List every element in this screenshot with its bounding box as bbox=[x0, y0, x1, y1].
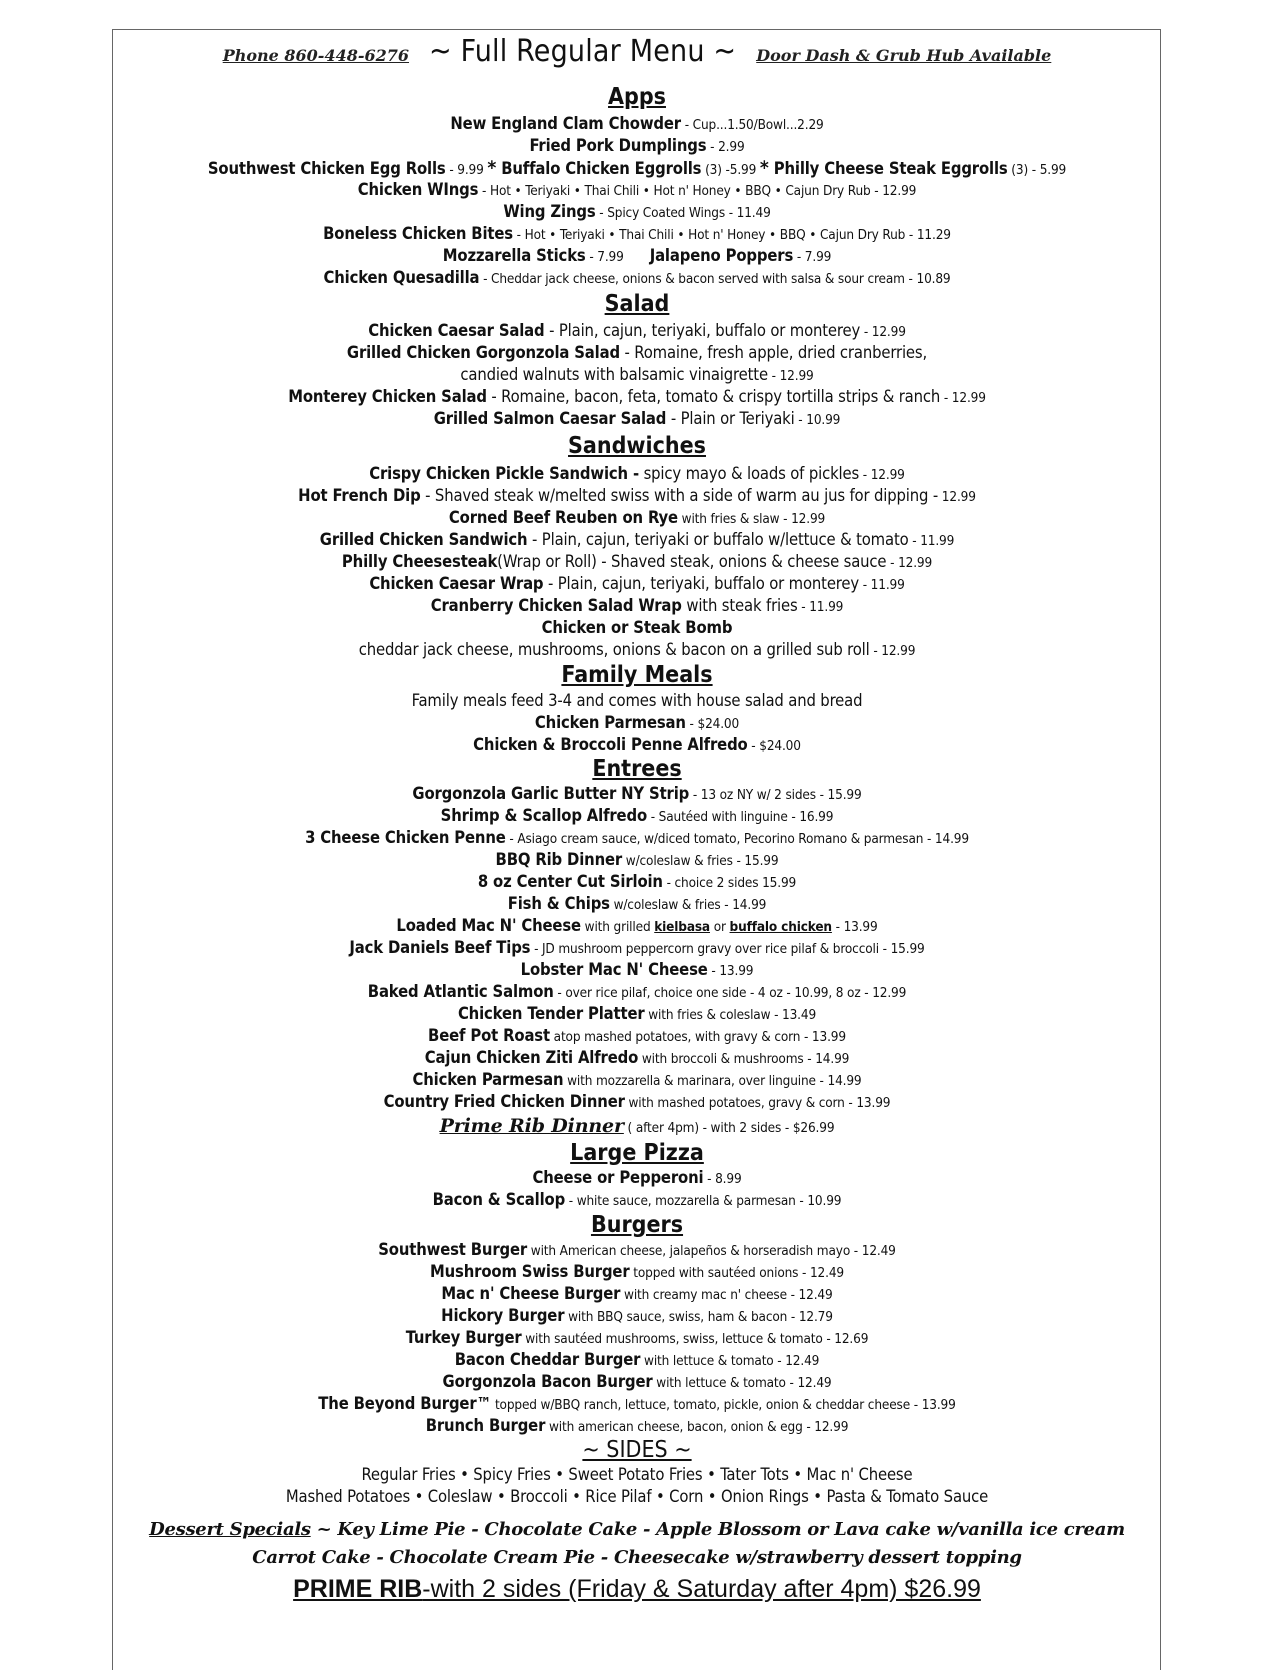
menu-item bbox=[112, 959, 1162, 981]
item-desc: - Romaine, bacon, feta, tomato & crispy tortilla strips & ranch bbox=[486, 387, 941, 406]
item-name: Philly Cheese Steak Eggrolls bbox=[768, 159, 1008, 178]
item-name: Brunch Burger bbox=[425, 1416, 546, 1435]
item-price: 12.99 bbox=[938, 489, 976, 505]
item-name: Cranberry Chicken Salad Wrap bbox=[430, 596, 682, 615]
menu-item-prime-rib bbox=[112, 1113, 1162, 1139]
item-name: Boneless Chicken Bites bbox=[323, 224, 513, 243]
intro-text: Family meals feed 3-4 and comes with house salad and bread bbox=[411, 691, 863, 710]
item-desc: - Cup...1.50/Bowl...2.29 bbox=[680, 117, 824, 133]
item-name: Jalapeno Poppers bbox=[649, 246, 794, 265]
item-price: - 12.99 bbox=[869, 643, 916, 659]
item-desc: - 9.99 bbox=[445, 162, 488, 178]
item-name: Mac n' Cheese Burger bbox=[441, 1284, 621, 1303]
item-desc: - Plain, cajun, teriyaki, buffalo or monterey bbox=[543, 574, 860, 593]
family-intro bbox=[112, 690, 1162, 712]
option-buffalo-chicken: buffalo chicken bbox=[729, 919, 832, 935]
item-name: Monterey Chicken Salad bbox=[288, 387, 487, 406]
item-desc: - 8.99 bbox=[703, 1171, 742, 1187]
item-desc: - 13.99 bbox=[707, 963, 754, 979]
item-name: The Beyond Burger™ bbox=[318, 1394, 492, 1413]
menu-item bbox=[112, 595, 1162, 617]
item-price: - 11.99 bbox=[908, 533, 955, 549]
item-desc: - $24.00 bbox=[747, 738, 801, 754]
item-desc: with grilled bbox=[580, 919, 655, 935]
item-name: Lobster Mac N' Cheese bbox=[520, 960, 708, 979]
item-price: - 12.99 bbox=[860, 324, 906, 340]
dessert-line: ~ Key Lime Pie - Chocolate Cake - Apple Blossom or Lava cake w/vanilla ice cream bbox=[310, 1519, 1125, 1540]
item-desc: with american cheese, bacon, onion & egg - 12.99 bbox=[545, 1419, 849, 1435]
item-desc: (Wrap or Roll) - Shaved steak, onions & cheese sauce bbox=[497, 552, 887, 571]
item-name: Chicken Quesadilla bbox=[323, 268, 480, 287]
section-pizza-heading: Large Pizza bbox=[570, 1140, 704, 1166]
item-desc: - Shaved steak w/melted swiss with a side of warm au jus for dipping - bbox=[420, 486, 939, 505]
item-desc: with BBQ sauce, swiss, ham & bacon - 12.79 bbox=[564, 1309, 833, 1325]
item-desc: - over rice pilaf, choice one side - 4 oz - 10.99, 8 oz - 12.99 bbox=[553, 985, 907, 1001]
item-name: Buffalo Chicken Eggrolls bbox=[496, 159, 702, 178]
item-desc: - Cheddar jack cheese, onions & bacon served with salsa & sour cream - 10.89 bbox=[479, 271, 951, 287]
menu-item-loaded-mac bbox=[112, 915, 1162, 937]
menu-item bbox=[112, 201, 1162, 223]
item-desc: topped w/BBQ ranch, lettuce, tomato, pickle, onion & cheddar cheese - 13.99 bbox=[491, 1397, 956, 1413]
item-name: 3 Cheese Chicken Penne bbox=[305, 828, 506, 847]
menu-item bbox=[112, 408, 1162, 430]
menu-item bbox=[112, 871, 1162, 893]
menu-item bbox=[112, 463, 1162, 485]
item-name: Baked Atlantic Salmon bbox=[367, 982, 554, 1001]
phone-number: Phone 860-448-6276 bbox=[222, 46, 410, 65]
item-price: with fries & slaw - 12.99 bbox=[677, 511, 826, 527]
item-desc: - 7.99 bbox=[793, 249, 832, 265]
menu-item bbox=[112, 1189, 1162, 1211]
item-name: BBQ Rib Dinner bbox=[495, 850, 623, 869]
item-desc: ( after 4pm) - with 2 sides - $26.99 bbox=[623, 1120, 835, 1136]
item-desc: (3) - 5.99 bbox=[1007, 162, 1067, 178]
item-name: Gorgonzola Bacon Burger bbox=[442, 1372, 653, 1391]
item-desc: with broccoli & mushrooms - 14.99 bbox=[638, 1051, 850, 1067]
item-name: Corned Beef Reuben on Rye bbox=[448, 508, 678, 527]
item-price: - 11.99 bbox=[797, 599, 844, 615]
item-desc: - Hot • Teriyaki • Thai Chili • Hot n' Honey • BBQ • Cajun Dry Rub - 12.99 bbox=[478, 183, 917, 199]
menu-item bbox=[112, 617, 1162, 639]
item-name: Fried Pork Dumplings bbox=[529, 136, 707, 155]
item-name: Grilled Chicken Gorgonzola Salad bbox=[346, 343, 620, 362]
dessert-label: Dessert Specials bbox=[149, 1519, 311, 1540]
menu-item bbox=[112, 485, 1162, 507]
item-name: Hickory Burger bbox=[441, 1306, 565, 1325]
menu-item bbox=[112, 386, 1162, 408]
menu-item bbox=[112, 1415, 1162, 1437]
item-name: Chicken Caesar Salad bbox=[368, 321, 545, 340]
item-name: Grilled Salmon Caesar Salad bbox=[433, 409, 667, 428]
item-name: Hot French Dip bbox=[298, 486, 421, 505]
item-desc: with mozzarella & marinara, over linguine - 14.99 bbox=[563, 1073, 862, 1089]
item-desc: - 2.99 bbox=[706, 139, 745, 155]
item-desc: with American cheese, jalapeños & horseradish mayo - 12.49 bbox=[527, 1243, 896, 1259]
item-desc: atop mashed potatoes, with gravy & corn - 13.99 bbox=[549, 1029, 846, 1045]
item-desc: topped with sautéed onions - 12.49 bbox=[629, 1265, 844, 1281]
item-name: Wing Zings bbox=[503, 202, 596, 221]
sides-list bbox=[112, 1464, 1162, 1508]
menu-item bbox=[112, 1091, 1162, 1113]
item-desc: - Spicy Coated Wings - 11.49 bbox=[595, 205, 771, 221]
sides-line: Regular Fries • Spicy Fries • Sweet Potato Fries • Tater Tots • Mac n' Cheese bbox=[361, 1465, 913, 1484]
option-kielbasa: kielbasa bbox=[654, 919, 710, 935]
menu-item-continued bbox=[112, 364, 1162, 386]
section-apps-heading: Apps bbox=[608, 84, 666, 110]
item-desc: with sautéed mushrooms, swiss, lettuce & tomato - 12.69 bbox=[521, 1331, 869, 1347]
item-name: Chicken Parmesan bbox=[412, 1070, 564, 1089]
item-desc: - 7.99 bbox=[585, 249, 624, 265]
item-price: - 11.99 bbox=[859, 577, 905, 593]
menu-item bbox=[112, 113, 1162, 135]
menu-item bbox=[112, 1393, 1162, 1415]
delivery-note: Door Dash & Grub Hub Available bbox=[756, 46, 1052, 65]
menu-item bbox=[112, 1047, 1162, 1069]
item-desc: - choice 2 sides 15.99 bbox=[662, 875, 797, 891]
item-desc: spicy mayo & loads of pickles bbox=[639, 464, 860, 483]
menu-item bbox=[112, 849, 1162, 871]
item-desc: - 13.99 bbox=[831, 919, 878, 935]
item-name: Chicken or Steak Bomb bbox=[541, 618, 733, 637]
item-name: Shrimp & Scallop Alfredo bbox=[440, 806, 648, 825]
item-desc: - Plain or Teriyaki bbox=[666, 409, 795, 428]
item-desc: - Asiago cream sauce, w/diced tomato, Pecorino Romano & parmesan - 14.99 bbox=[505, 831, 969, 847]
item-desc: - Plain, cajun, teriyaki, buffalo or monterey bbox=[544, 321, 861, 340]
menu-item bbox=[112, 805, 1162, 827]
item-name: Chicken Caesar Wrap bbox=[369, 574, 544, 593]
menu-item bbox=[112, 937, 1162, 959]
menu-item bbox=[112, 734, 1162, 756]
menu-item bbox=[112, 1167, 1162, 1189]
item-desc: - JD mushroom peppercorn gravy over rice pilaf & broccoli - 15.99 bbox=[530, 941, 925, 957]
section-entrees-heading: Entrees bbox=[592, 756, 682, 782]
menu-title: ~ Full Regular Menu ~ bbox=[429, 34, 737, 69]
item-desc: - Sautéed with linguine - 16.99 bbox=[647, 809, 834, 825]
menu-item bbox=[112, 267, 1162, 289]
item-name: Cajun Chicken Ziti Alfredo bbox=[424, 1048, 639, 1067]
menu-item bbox=[112, 551, 1162, 573]
item-name: Prime Rib Dinner bbox=[439, 1115, 624, 1137]
item-name: Turkey Burger bbox=[405, 1328, 522, 1347]
menu-item bbox=[112, 1283, 1162, 1305]
item-desc: w/coleslaw & fries - 14.99 bbox=[609, 897, 767, 913]
prime-rib-label: PRIME RIB bbox=[293, 1575, 423, 1603]
menu-item bbox=[112, 573, 1162, 595]
menu-item bbox=[112, 1305, 1162, 1327]
menu-item-eggrolls bbox=[112, 157, 1162, 179]
menu-item bbox=[112, 893, 1162, 915]
item-name: Bacon & Scallop bbox=[432, 1190, 566, 1209]
item-desc: cheddar jack cheese, mushrooms, onions & bacon on a grilled sub roll bbox=[358, 640, 870, 659]
separator-star: * bbox=[487, 157, 497, 179]
item-name: Southwest Chicken Egg Rolls bbox=[207, 159, 446, 178]
item-name: New England Clam Chowder bbox=[450, 114, 681, 133]
item-desc: with steak fries bbox=[681, 596, 798, 615]
item-desc: - $24.00 bbox=[685, 716, 740, 732]
menu-item bbox=[112, 981, 1162, 1003]
menu-item bbox=[112, 320, 1162, 342]
item-desc: - Hot • Teriyaki • Thai Chili • Hot n' Honey • BBQ • Cajun Dry Rub - 11.29 bbox=[512, 227, 951, 243]
menu-item bbox=[112, 1239, 1162, 1261]
section-salad-heading: Salad bbox=[604, 291, 670, 317]
menu-item bbox=[112, 1003, 1162, 1025]
item-desc: - Plain, cajun, teriyaki or buffalo w/lettuce & tomato bbox=[527, 530, 909, 549]
item-desc: candied walnuts with balsamic vinaigrette bbox=[460, 365, 768, 384]
menu-item bbox=[112, 529, 1162, 551]
item-name: Mushroom Swiss Burger bbox=[430, 1262, 630, 1281]
item-desc: with fries & coleslaw - 13.49 bbox=[644, 1007, 817, 1023]
menu-item bbox=[112, 342, 1162, 364]
item-name: Chicken & Broccoli Penne Alfredo bbox=[473, 735, 748, 754]
section-family-heading: Family Meals bbox=[561, 662, 713, 688]
item-desc: or bbox=[709, 919, 730, 935]
item-desc: (3) -5.99 bbox=[701, 162, 760, 178]
item-desc: with lettuce & tomato - 12.49 bbox=[652, 1375, 832, 1391]
menu-item bbox=[112, 179, 1162, 201]
item-desc: with mashed potatoes, gravy & corn - 13.99 bbox=[624, 1095, 891, 1111]
menu-item-pair bbox=[112, 245, 1162, 267]
menu-item-continued bbox=[112, 639, 1162, 661]
menu-item bbox=[112, 135, 1162, 157]
menu-item bbox=[112, 507, 1162, 529]
item-name: Mozzarella Sticks bbox=[442, 246, 586, 265]
item-name: Fish & Chips bbox=[507, 894, 610, 913]
sides-line: Mashed Potatoes • Coleslaw • Broccoli • Rice Pilaf • Corn • Onion Rings • Pasta & Tomato Sauce bbox=[285, 1487, 989, 1506]
item-name: Country Fried Chicken Dinner bbox=[383, 1092, 625, 1111]
item-desc: with creamy mac n' cheese - 12.49 bbox=[620, 1287, 833, 1303]
item-price: - 12.99 bbox=[886, 555, 933, 571]
menu-item bbox=[112, 1349, 1162, 1371]
item-desc: w/coleslaw & fries - 15.99 bbox=[622, 853, 779, 869]
dessert-line-2: Carrot Cake - Chocolate Cream Pie - Cheesecake w/strawberry dessert topping bbox=[252, 1547, 1022, 1568]
menu-item bbox=[112, 1327, 1162, 1349]
item-name: Chicken Parmesan bbox=[534, 713, 686, 732]
item-name: Chicken WIngs bbox=[357, 180, 479, 199]
item-name: Jack Daniels Beef Tips bbox=[349, 938, 531, 957]
menu-item bbox=[112, 1069, 1162, 1091]
item-desc: with lettuce & tomato - 12.49 bbox=[640, 1353, 820, 1369]
menu-item bbox=[112, 827, 1162, 849]
section-sandwiches-heading: Sandwiches bbox=[568, 433, 706, 459]
menu-item bbox=[112, 1371, 1162, 1393]
item-name: Philly Cheesesteak bbox=[341, 552, 498, 571]
section-sides-heading: ~ SIDES ~ bbox=[582, 1437, 692, 1463]
menu-item bbox=[112, 1261, 1162, 1283]
item-price: - 10.99 bbox=[794, 412, 841, 428]
prime-rib-footer bbox=[112, 1572, 1162, 1606]
menu-content bbox=[112, 29, 1162, 1606]
item-desc: - 13 oz NY w/ 2 sides - 15.99 bbox=[689, 787, 862, 803]
item-name: Cheese or Pepperoni bbox=[532, 1168, 704, 1187]
item-desc: - Romaine, fresh apple, dried cranberries, bbox=[619, 343, 928, 362]
section-burgers-heading: Burgers bbox=[590, 1212, 684, 1238]
item-price: - 12.99 bbox=[940, 390, 986, 406]
item-name: Bacon Cheddar Burger bbox=[454, 1350, 641, 1369]
item-desc: - white sauce, mozzarella & parmesan - 10.99 bbox=[565, 1193, 842, 1209]
item-name: Crispy Chicken Pickle Sandwich - bbox=[369, 464, 639, 483]
prime-rib-text: -with 2 sides (Friday & Saturday after 4pm) $26.99 bbox=[422, 1575, 981, 1603]
dessert-specials bbox=[112, 1516, 1162, 1544]
item-name: Southwest Burger bbox=[378, 1240, 528, 1259]
item-price: - 12.99 bbox=[767, 368, 814, 384]
menu-item bbox=[112, 783, 1162, 805]
menu-item bbox=[112, 223, 1162, 245]
item-price: - 12.99 bbox=[859, 467, 905, 483]
item-name: Grilled Chicken Sandwich bbox=[319, 530, 528, 549]
separator-star: * bbox=[759, 157, 769, 179]
item-name: Chicken Tender Platter bbox=[457, 1004, 645, 1023]
menu-item bbox=[112, 712, 1162, 734]
item-name: Loaded Mac N' Cheese bbox=[396, 916, 581, 935]
header bbox=[112, 34, 1162, 82]
item-name: Gorgonzola Garlic Butter NY Strip bbox=[412, 784, 690, 803]
item-name: 8 oz Center Cut Sirloin bbox=[477, 872, 663, 891]
item-name: Beef Pot Roast bbox=[428, 1026, 550, 1045]
menu-item bbox=[112, 1025, 1162, 1047]
